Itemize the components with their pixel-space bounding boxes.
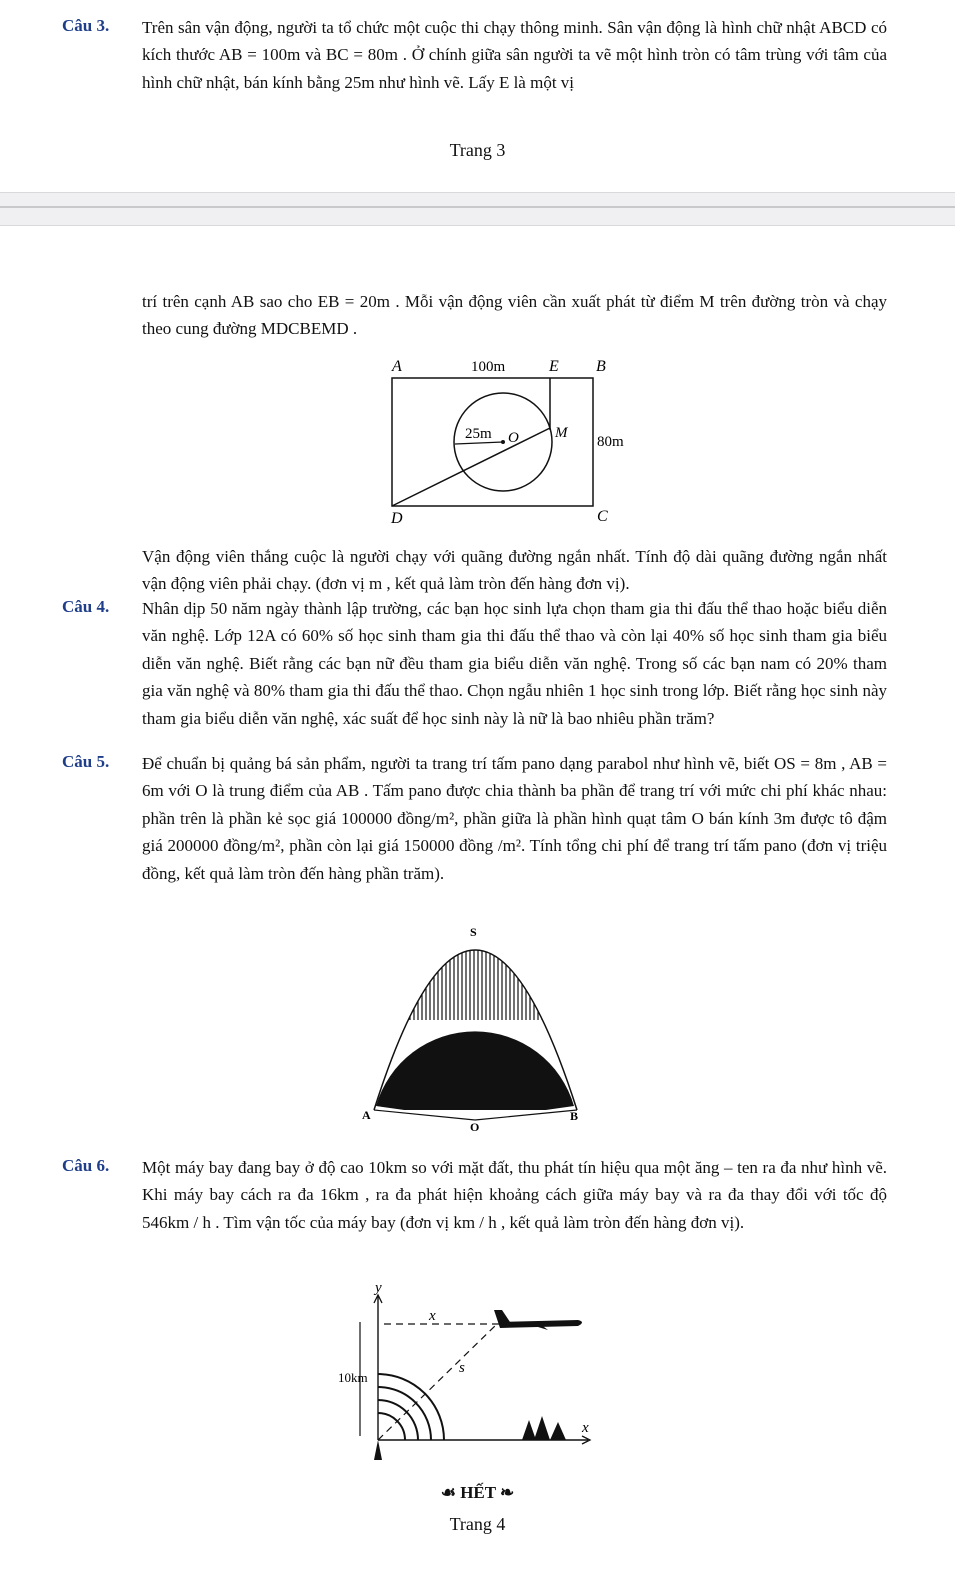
label-e: E — [549, 358, 559, 375]
label-b: B — [596, 358, 606, 375]
label-ab-length: 100m — [471, 359, 506, 375]
question-3-question: Vận động viên thắng cuộc là người chạy với quãng đường ngắn nhất. Tính độ dài quãng đường ngắn nhất vận động viên phải chạy. (đơn vị m , kết quả làm tròn đến hàng đơn vị). — [142, 547, 887, 594]
question-3-label: Câu 3. — [62, 16, 110, 35]
label-y: y — [375, 1280, 382, 1296]
label-m: M — [555, 425, 568, 441]
label-s: s — [459, 1360, 465, 1376]
label-d: D — [391, 510, 403, 527]
label-o: O — [508, 430, 519, 446]
question-3-intro: Trên sân vận động, người ta tổ chức một cuộc thi chạy thông minh. Sân vận động là hình chữ nhật ABCD có kích thước AB = 100m và BC = 80m . Ở chính giữa sân người ta vẽ một hình tròn có tâm trùng với tâm của hình chữ nhật, bán kính bằng 25m như hình vẽ. Lấy E là một vị — [142, 18, 887, 92]
label-radius: 25m — [465, 426, 492, 442]
stadium-figure — [370, 348, 640, 528]
question-3-continuation: trí trên cạnh AB sao cho EB = 20m . Mỗi vận động viên cần xuất phát từ điểm M trên đường tròn và chạy theo cung đường MDCBEMD . — [142, 292, 887, 339]
center-point — [501, 440, 505, 444]
label-x-top: x — [429, 1308, 436, 1324]
page-number-3: Trang 3 — [449, 140, 506, 160]
question-4-label: Câu 4. — [62, 597, 110, 616]
label-b: B — [570, 1109, 579, 1123]
question-6-label: Câu 6. — [62, 1156, 110, 1175]
sector-edge-right — [475, 1110, 577, 1120]
question-6-text: Một máy bay đang bay ở độ cao 10km so với mặt đất, thu phát tín hiệu qua một ăng – ten ra đa như hình vẽ. Khi máy bay cách ra đa 16km , ra đa phát hiện khoảng cách giữa máy bay và ra đa thay đổi với tốc độ 546km / h . Tìm vận tốc của máy bay (đơn vị km / h , kết quả làm tròn đến hàng đơn vị). — [142, 1158, 887, 1232]
question-4-text: Nhân dịp 50 năm ngày thành lập trường, các bạn học sinh lựa chọn tham gia thi đấu thể thao hoặc biểu diễn văn nghệ. Lớp 12A có 60% số học sinh tham gia thi đấu thể thao và còn lại 40% số học sinh tham gia biểu diễn văn nghệ. Biết rằng các bạn nữ đều tham gia biểu diễn văn nghệ. Trong số các bạn nam có 20% tham gia văn nghệ và 80% tham gia thi đấu thể thao. Chọn ngẫu nhiên 1 học sinh trong lớp. Biết rằng học sinh này tham gia biểu diễn văn nghệ, xác suất để học sinh này là nữ là bao nhiêu phần trăm? — [142, 599, 887, 728]
parabola-pano-figure — [355, 918, 595, 1133]
page-separator — [0, 192, 955, 226]
trees-icon — [522, 1416, 566, 1440]
radar-airplane-figure — [330, 1272, 610, 1467]
question-5-label: Câu 5. — [62, 752, 110, 771]
label-a: A — [392, 358, 402, 375]
label-o: O — [470, 1120, 480, 1133]
label-s: S — [470, 925, 477, 939]
antenna-icon — [374, 1440, 382, 1460]
distance-s — [378, 1324, 497, 1440]
question-5-text: Để chuẩn bị quảng bá sản phẩm, người ta trang trí tấm pano dạng parabol như hình vẽ, biết OS = 8m , AB = 6m với O là trung điểm của AB . Tấm pano được chia thành ba phần để trang trí với mức chi phí khác nhau: phần trên là phần kẻ sọc giá 100000 đồng/m², phần giữa là phần hình quạt tâm O bán kính 3m được tô đậm giá 200000 đồng/m², phần còn lại giá 150000 đồng /m². Tính tổng chi phí để trang trí tấm pano (đơn vị triệu đồng, kết quả làm tròn đến hàng phần trăm). — [142, 754, 887, 883]
label-c: C — [597, 508, 608, 525]
label-height: 10km — [338, 1370, 368, 1385]
label-a: A — [362, 1108, 371, 1122]
page-number-4: Trang 4 — [449, 1514, 506, 1534]
sector-edge-left — [374, 1110, 475, 1120]
label-bc-length: 80m — [597, 434, 624, 450]
label-x-axis: x — [582, 1420, 589, 1436]
end-marker: ☙ HẾT ❧ — [440, 1483, 515, 1502]
radius-line — [455, 442, 503, 444]
airplane-icon — [494, 1310, 582, 1330]
